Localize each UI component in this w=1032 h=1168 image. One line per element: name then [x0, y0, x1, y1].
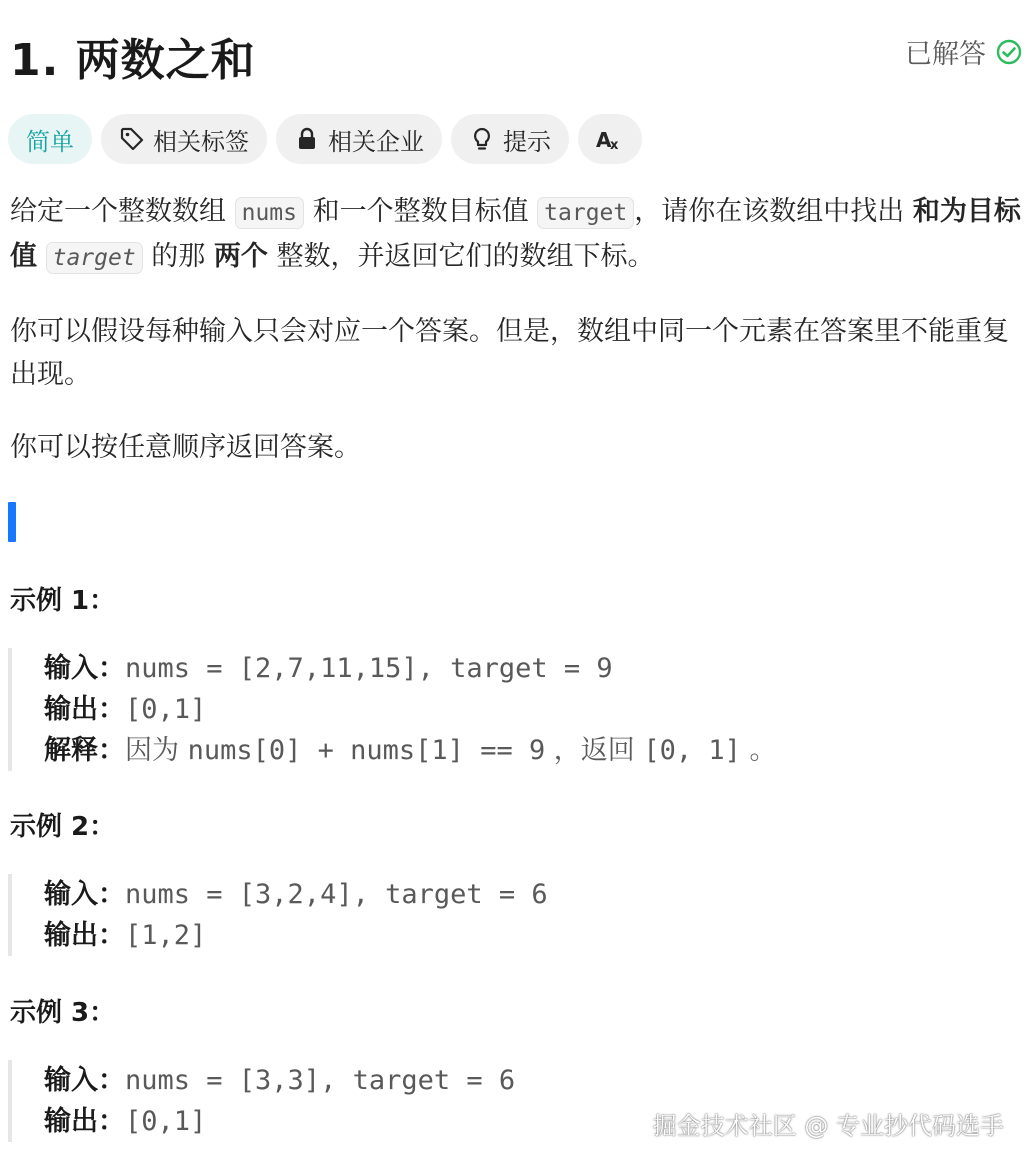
example-3-title: 示例 3：: [10, 998, 116, 1028]
tag-icon: [119, 126, 145, 152]
difficulty-badge[interactable]: [8, 114, 92, 164]
example-input-line: 输入：nums = [3,3], target = 6: [44, 1065, 516, 1096]
hints-label: 提示: [503, 127, 551, 156]
inline-code: target: [46, 242, 143, 274]
example-3-block: [8, 1060, 515, 1142]
inline-code: nums: [235, 197, 304, 229]
hints-button[interactable]: [451, 114, 569, 164]
example-1-block: [8, 648, 777, 771]
translate-button[interactable]: [578, 114, 642, 164]
check-circle-icon: [996, 39, 1022, 65]
watermark: 掘金技术社区 @ 专业抄代码选手: [652, 1112, 1004, 1140]
solved-status: [905, 32, 1022, 71]
related-tags-label: 相关标签: [153, 127, 249, 156]
lock-icon: [294, 126, 320, 152]
solved-label: 已解答: [905, 39, 986, 70]
example-output-line: 输出：[0,1]: [44, 1106, 207, 1137]
example-input-line: 输入：nums = [2,7,11,15], target = 9: [44, 653, 613, 684]
example-2-title: 示例 2：: [10, 812, 116, 842]
problem-header: [10, 18, 1022, 88]
tag-bar: [8, 114, 642, 164]
example-2-block: [8, 874, 548, 956]
svg-text:x: x: [610, 138, 619, 152]
problem-title[interactable]: 1. 两数之和: [10, 35, 256, 86]
svg-text:A: A: [596, 128, 612, 152]
description-paragraph-1: 给定一个整数数组 nums 和一个整数目标值 target ，请你在该数组中找出 和为目标值 target 的那 两个 整数，并返回它们的数组下标。: [10, 196, 1021, 272]
section-marker: [8, 502, 16, 542]
example-1-title: 示例 1：: [10, 586, 116, 616]
related-companies-button[interactable]: [276, 114, 442, 164]
description-paragraph-2: 你可以假设每种输入只会对应一个答案。但是，数组中同一个元素在答案里不能重复出现。: [10, 316, 1009, 390]
example-explain-line: 解释：因为 nums[0] + nums[1] == 9 ，返回 [0, 1] 。: [44, 735, 777, 766]
related-companies-label: 相关企业: [328, 127, 424, 156]
translate-icon: [595, 126, 625, 152]
inline-code: target: [537, 197, 634, 229]
difficulty-label: 简单: [26, 127, 74, 156]
problem-description: [10, 190, 1022, 499]
example-input-line: 输入：nums = [3,2,4], target = 6: [44, 879, 548, 910]
example-output-line: 输出：[1,2]: [44, 920, 207, 951]
related-tags-button[interactable]: [101, 114, 267, 164]
lightbulb-icon: [469, 126, 495, 152]
example-output-line: 输出：[0,1]: [44, 694, 207, 725]
description-paragraph-3: 你可以按任意顺序返回答案。: [10, 432, 361, 463]
